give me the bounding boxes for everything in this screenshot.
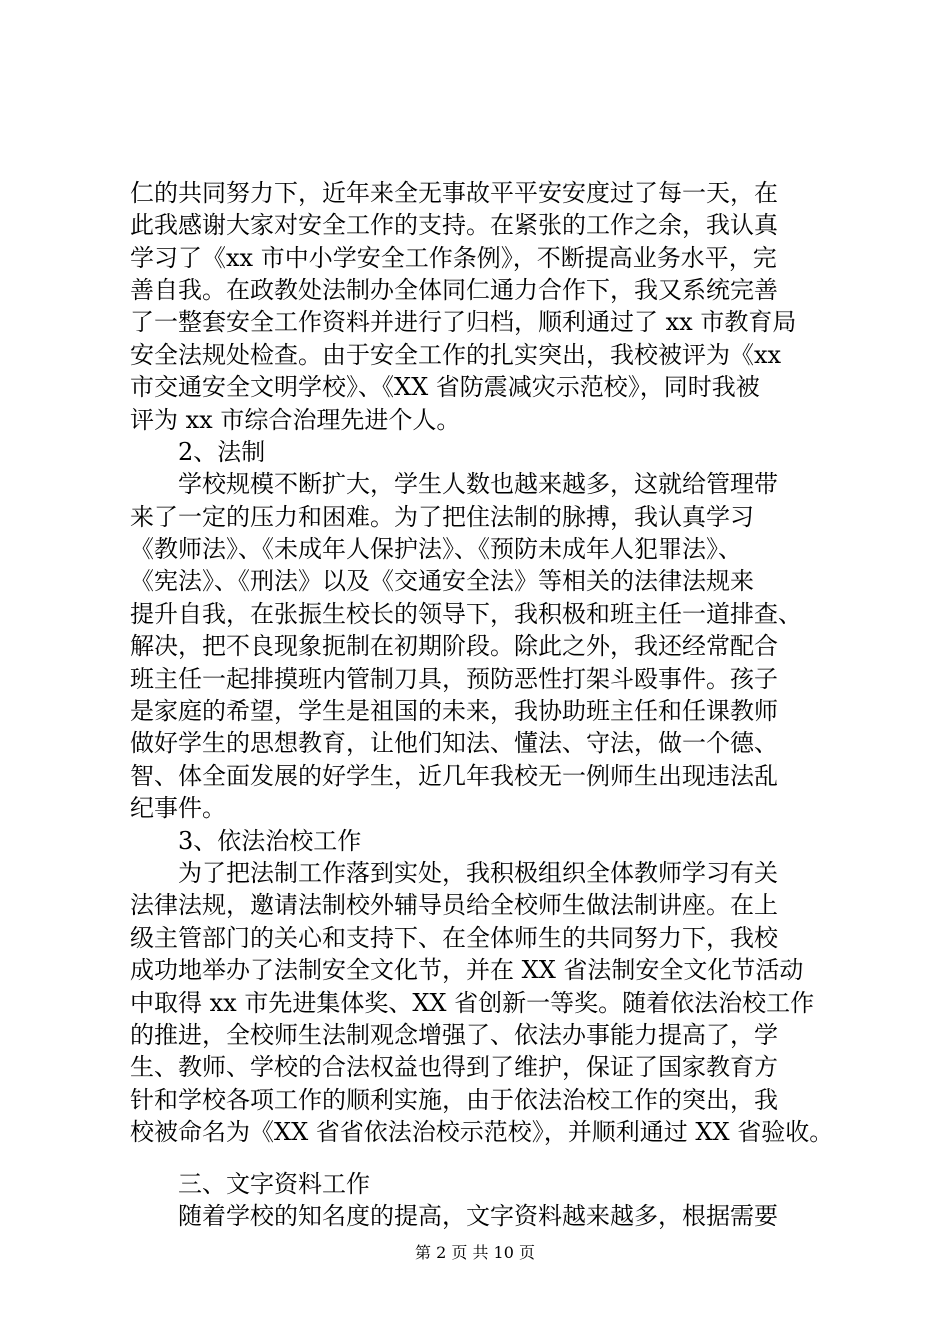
page-number-footer: 第 2 页 共 10 页 xyxy=(415,1243,535,1262)
section-heading: 2、法制 xyxy=(178,438,266,466)
text-line: 纪事件。 xyxy=(130,794,226,822)
section-heading: 3、依法治校工作 xyxy=(178,827,362,855)
text-line: 市交通安全文明学校》、《XX 省防震减灾示范校》，同时我被 xyxy=(130,373,760,401)
text-line: 评为 xx 市综合治理先进个人。 xyxy=(130,406,461,434)
text-line: 中取得 xx 市先进集体奖、XX 省创新一等奖。随着依法治校工作 xyxy=(130,989,815,1017)
text-line: 智、体全面发展的好学生，近几年我校无一例师生出现违法乱 xyxy=(130,762,778,790)
text-line: 了一整套安全工作资料并进行了归档，顺利通过了 xx 市教育局 xyxy=(130,308,797,336)
text-line: 《宪法》、《刑法》以及《交通安全法》等相关的法律法规来 xyxy=(130,567,754,595)
text-line: 来了一定的压力和困难。为了把住法制的脉搏，我认真学习 xyxy=(130,503,754,531)
text-line: 针和学校各项工作的顺利实施，由于依法治校工作的突出，我 xyxy=(130,1086,778,1114)
text-line: 提升自我，在张振生校长的领导下，我积极和班主任一道排查、 xyxy=(130,600,802,628)
text-line: 《教师法》、《未成年人保护法》、《预防未成年人犯罪法》、 xyxy=(130,535,742,563)
text-line: 安全法规处检查。由于安全工作的扎实突出，我校被评为《xx xyxy=(130,341,782,369)
text-line: 解决，把不良现象扼制在初期阶段。除此之外，我还经常配合 xyxy=(130,632,778,660)
text-line: 校被命名为《XX 省省依法治校示范校》，并顺利通过 XX 省验收。 xyxy=(130,1118,834,1146)
text-line: 此我感谢大家对安全工作的支持。在紧张的工作之余，我认真 xyxy=(130,211,778,239)
text-line: 级主管部门的关心和支持下、在全体师生的共同努力下，我校 xyxy=(130,924,778,952)
text-line: 学习了《xx 市中小学安全工作条例》，不断提高业务水平，完 xyxy=(130,244,777,272)
text-line: 仁的共同努力下，近年来全无事故平平安安度过了每一天，在 xyxy=(130,179,778,207)
text-line: 是家庭的希望，学生是祖国的未来，我协助班主任和任课教师 xyxy=(130,697,778,725)
text-line: 生、教师、学校的合法权益也得到了维护，保证了国家教育方 xyxy=(130,1053,778,1081)
text-line: 学校规模不断扩大，学生人数也越来越多，这就给管理带 xyxy=(178,470,778,498)
text-line: 成功地举办了法制安全文化节，并在 XX 省法制安全文化节活动 xyxy=(130,956,804,984)
text-line: 善自我。在政教处法制办全体同仁通力合作下，我又系统完善 xyxy=(130,276,778,304)
text-line: 做好学生的思想教育，让他们知法、懂法、守法，做一个德、 xyxy=(130,729,778,757)
text-line: 为了把法制工作落到实处，我积极组织全体教师学习有关 xyxy=(178,859,778,887)
text-line: 法律法规，邀请法制校外辅导员给全校师生做法制讲座。在上 xyxy=(130,891,778,919)
text-line: 随着学校的知名度的提高，文字资料越来越多，根据需要 xyxy=(178,1202,778,1230)
section-heading: 三、文字资料工作 xyxy=(178,1170,370,1198)
text-line: 的推进，全校师生法制观念增强了、依法办事能力提高了，学 xyxy=(130,1021,778,1049)
text-line: 班主任一起排摸班内管制刀具，预防恶性打架斗殴事件。孩子 xyxy=(130,665,778,693)
